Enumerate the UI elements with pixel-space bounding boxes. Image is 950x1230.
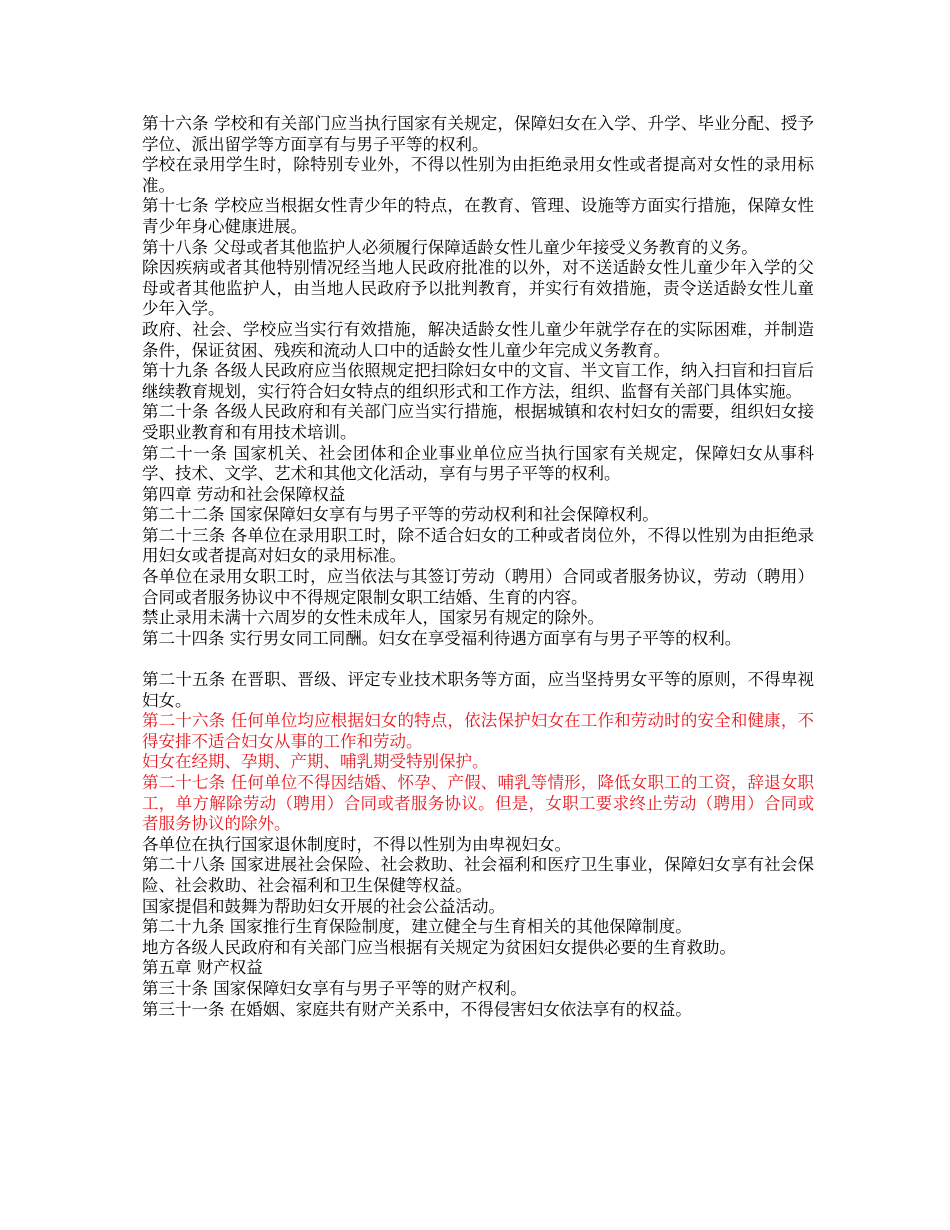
paragraph: 第四章 劳动和社会保障权益	[142, 484, 346, 504]
paragraph: 各单位在录用女职工时，应当依法与其签订劳动（聘用）合同或者服务协议，劳动（聘用）合同或者服务协议中不得规定限制女职工结婚、生育的内容。	[142, 567, 814, 607]
paragraph: 第三十一条 在婚姻、家庭共有财产关系中，不得侵害妇女依法享有的权益。	[142, 999, 692, 1019]
paragraph: 第二十八条 国家进展社会保险、社会救助、社会福利和医疗卫生事业，保障妇女享有社会保险、社会救助、社会福利和卫生保健等权益。	[142, 855, 814, 895]
paragraph: 各单位在执行国家退休制度时，不得以性别为由卑视妇女。	[142, 834, 571, 854]
paragraph: 第二十二条 国家保障妇女享有与男子平等的劳动权利和社会保障权利。	[142, 505, 659, 525]
paragraph: 除因疾病或者其他特别情况经当地人民政府批准的以外，对不送适龄女性儿童少年入学的父母或者其他监护人，由当地人民政府予以批判教育，并实行有效措施，责令送适龄女性儿童少年入学。	[142, 258, 814, 319]
highlighted-paragraph: 第二十七条 任何单位不得因结婚、怀孕、产假、哺乳等情形，降低女职工的工资，辞退女职工，单方解除劳动（聘用）合同或者服务协议。但是，女职工要求终止劳动（聘用）合同或者服务协议的除外。	[142, 773, 814, 834]
paragraph: 国家提倡和鼓舞为帮助妇女开展的社会公益活动。	[142, 896, 505, 916]
paragraph: 第二十九条 国家推行生育保险制度，建立健全与生育相关的其他保障制度。	[142, 917, 692, 937]
paragraph: 第二十条 各级人民政府和有关部门应当实行措施，根据城镇和农村妇女的需要，组织妇女接受职业教育和有用技术培训。	[142, 402, 814, 442]
highlighted-paragraph: 妇女在经期、孕期、产期、哺乳期受特别保护。	[142, 752, 489, 772]
paragraph: 政府、社会、学校应当实行有效措施，解决适龄女性儿童少年就学存在的实际困难，并制造条件，保证贫困、残疾和流动人口中的适龄女性儿童少年完成义务教育。	[142, 319, 814, 360]
paragraph: 第十六条 学校和有关部门应当执行国家有关规定，保障妇女在入学、升学、毕业分配、授予学位、派出留学等方面享有与男子平等的权利。	[142, 114, 814, 154]
paragraph: 地方各级人民政府和有关部门应当根据有关规定为贫困妇女提供必要的生育救助。	[142, 937, 736, 957]
paragraph: 学校在录用学生时，除特别专业外，不得以性别为由拒绝录用女性或者提高对女性的录用标准。	[142, 155, 814, 195]
paragraph: 第二十四条 实行男女同工同酬。妇女在享受福利待遇方面享有与男子平等的权利。	[142, 628, 742, 648]
paragraph: 第十八条 父母或者其他监护人必须履行保障适龄女性儿童少年接受义务教育的义务。	[142, 237, 758, 257]
paragraph: 第十九条 各级人民政府应当依照规定把扫除妇女中的文盲、半文盲工作，纳入扫盲和扫盲后继续教育规划，实行符合妇女特点的组织形式和工作方法，组织、监督有关部门具体实施。	[142, 361, 814, 401]
paragraph: 第十七条 学校应当根据女性青少年的特点，在教育、管理、设施等方面实行措施，保障女性青少年身心健康进展。	[142, 196, 814, 236]
paragraph: 第五章 财产权益	[142, 958, 263, 978]
paragraph: 第二十五条 在晋职、晋级、评定专业技术职务等方面，应当坚持男女平等的原则，不得卑视妇女。	[142, 670, 814, 710]
document-body	[142, 114, 814, 1020]
paragraph: 第二十一条 国家机关、社会团体和企业事业单位应当执行国家有关规定，保障妇女从事科学、技术、文学、艺术和其他文化活动，享有与男子平等的权利。	[142, 443, 814, 484]
paragraph: 禁止录用未满十六周岁的女性未成年人，国家另有规定的除外。	[142, 608, 604, 628]
paragraph: 第二十三条 各单位在录用职工时，除不适合妇女的工种或者岗位外，不得以性别为由拒绝录用妇女或者提高对妇女的录用标准。	[142, 525, 814, 566]
paragraph: 第三十条 国家保障妇女享有与男子平等的财产权利。	[142, 978, 527, 998]
highlighted-paragraph: 第二十六条 任何单位均应根据妇女的特点，依法保护妇女在工作和劳动时的安全和健康，不得安排不适合妇女从事的工作和劳动。	[142, 711, 814, 751]
